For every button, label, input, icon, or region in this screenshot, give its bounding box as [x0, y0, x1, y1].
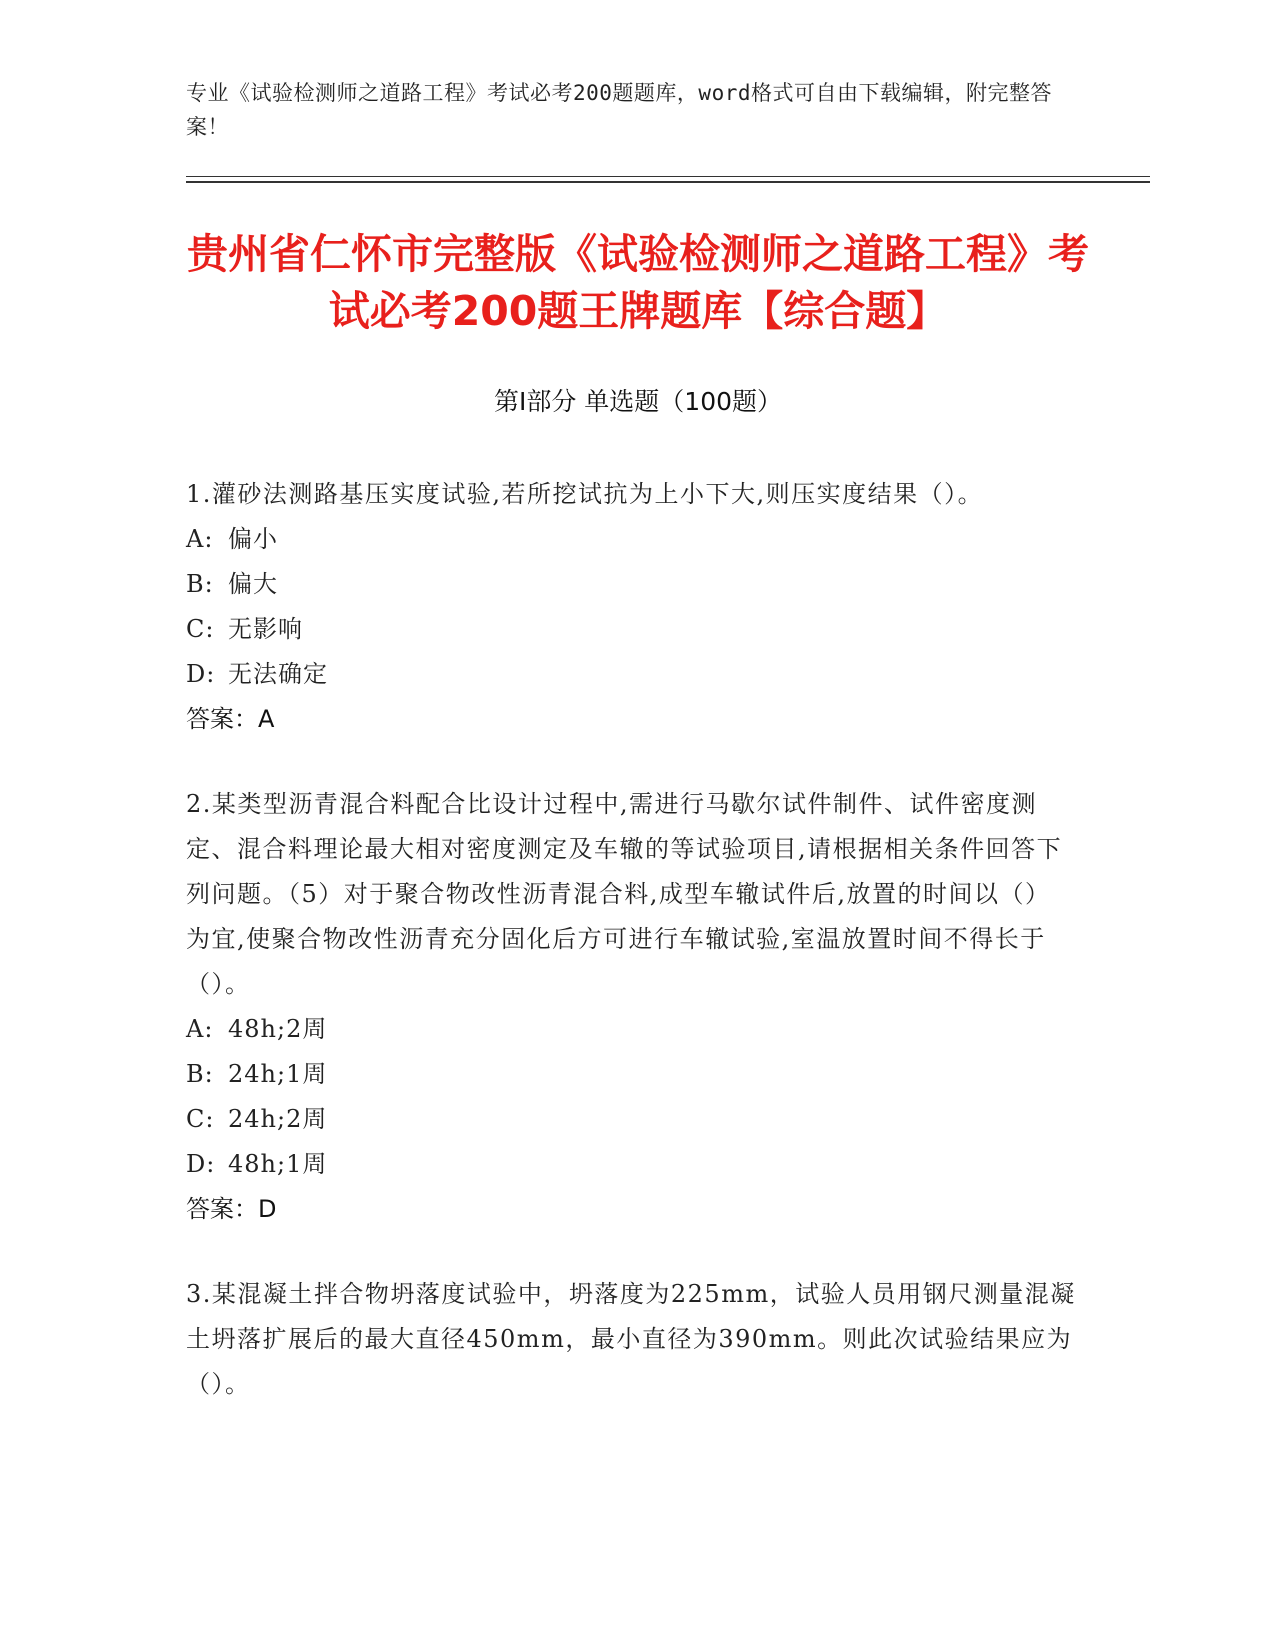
option-key: D:	[186, 660, 216, 688]
option-d	[186, 652, 1076, 697]
option-key: B:	[186, 1060, 214, 1088]
question-2	[186, 782, 1076, 1232]
question-stem: 3.某混凝土拌合物坍落度试验中，坍落度为225mm，试验人员用钢尺测量混凝土坍落扩展后的最大直径450mm，最小直径为390mm。则此次试验结果应为（）。	[186, 1280, 1076, 1398]
header-divider-thin	[186, 176, 1150, 177]
answer-line: 答案：A	[186, 705, 275, 733]
option-b	[186, 562, 1076, 607]
option-c	[186, 607, 1076, 652]
section-heading: 第Ⅰ部分 单选题（100题）	[493, 387, 783, 416]
header-note: 专业《试验检测师之道路工程》考试必考200题题库，word格式可自由下载编辑，附完整答案！	[186, 81, 1052, 139]
option-a	[186, 1007, 1076, 1052]
answer-line: 答案：D	[186, 1195, 277, 1223]
document-title: 贵州省仁怀市完整版《试验检测师之道路工程》考试必考200题王牌题库【综合题】	[187, 230, 1089, 335]
question-stem: 1.灌砂法测路基压实度试验,若所挖试抗为上小下大,则压实度结果（）。	[186, 480, 984, 508]
question-list	[186, 472, 1076, 1447]
option-key: B:	[186, 570, 214, 598]
option-text: 48h;1周	[228, 1150, 328, 1178]
question-3	[186, 1272, 1076, 1407]
question-1	[186, 472, 1076, 742]
option-text: 无法确定	[228, 660, 328, 688]
option-text: 24h;1周	[228, 1060, 328, 1088]
option-key: A:	[186, 525, 214, 553]
option-b	[186, 1052, 1076, 1097]
option-text: 无影响	[228, 615, 303, 643]
option-text: 24h;2周	[228, 1105, 328, 1133]
option-text: 48h;2周	[228, 1015, 328, 1043]
option-key: A:	[186, 1015, 214, 1043]
question-stem: 2.某类型沥青混合料配合比设计过程中,需进行马歇尔试件制件、试件密度测定、混合料理论最大相对密度测定及车辙的等试验项目,请根据相关条件回答下列问题。（5）对于聚合物改性沥青混合料,成型车辙试件后,放置的时间以（）为宜,使聚合物改性沥青充分固化后方可进行车辙试验,室温放置时间不得长于（）。	[186, 790, 1063, 998]
option-key: C:	[186, 1105, 215, 1133]
option-text: 偏大	[228, 570, 278, 598]
option-a	[186, 517, 1076, 562]
option-c	[186, 1097, 1076, 1142]
option-key: C:	[186, 615, 215, 643]
header-divider-thick	[186, 181, 1150, 183]
option-key: D:	[186, 1150, 216, 1178]
option-d	[186, 1142, 1076, 1187]
option-text: 偏小	[228, 525, 278, 553]
